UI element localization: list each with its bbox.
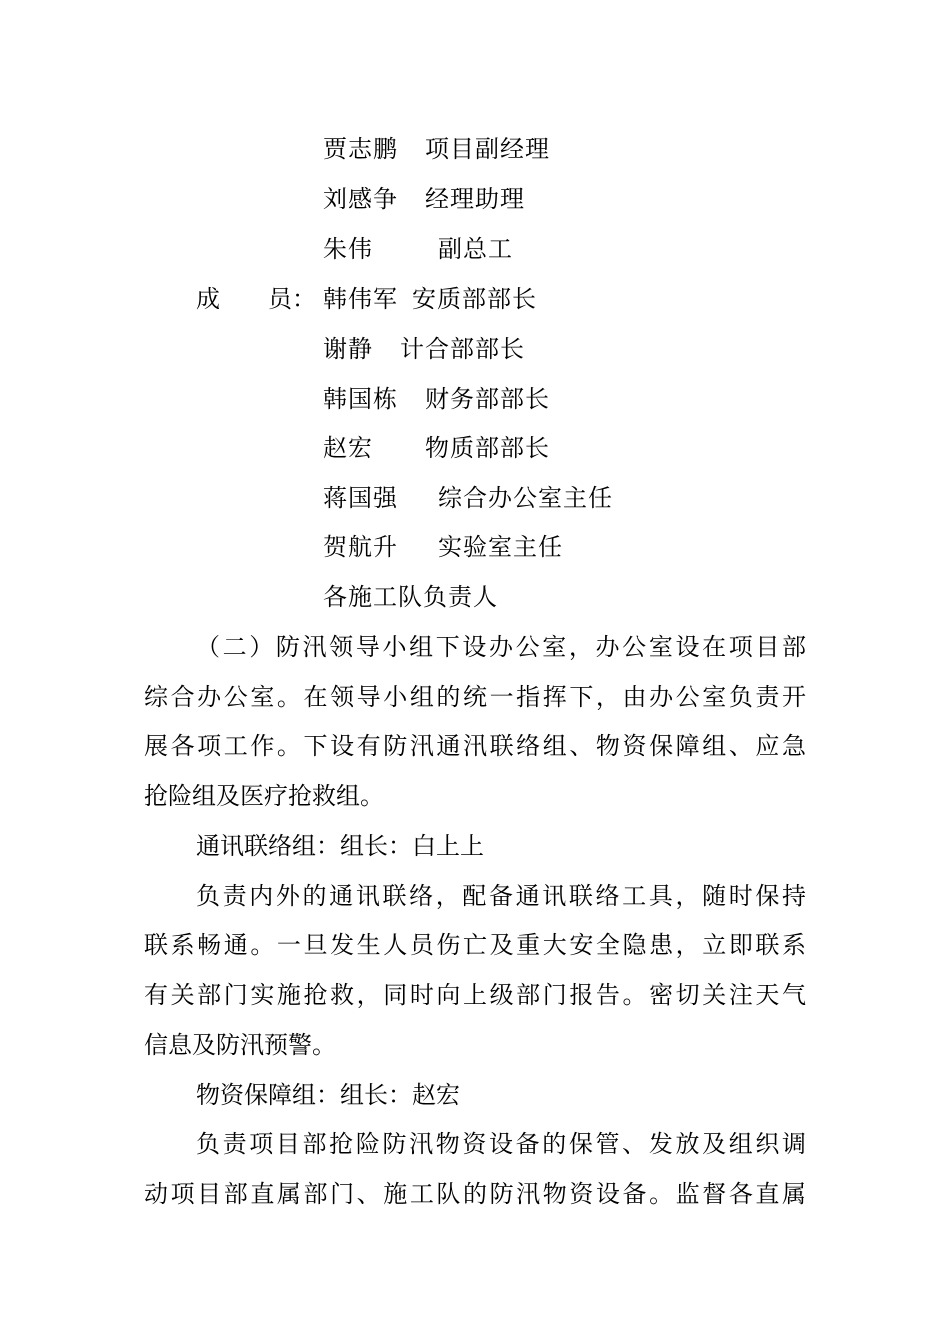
paragraph-office-line-4: 抢险组及医疗抢救组。: [144, 782, 384, 810]
paragraph-comm-line-1: 负责内外的通讯联络，配备通讯联络工具，随时保持: [196, 882, 806, 910]
member-title-4: 物质部部长: [425, 434, 550, 462]
roster-name-2: 刘感争: [323, 185, 398, 213]
paragraph-supply-line-2: 动项目部直属部门、施工队的防汛物资设备。监督各直属: [144, 1180, 806, 1208]
comm-group-heading: 通讯联络组：组长：白上上: [196, 832, 484, 860]
member-name-6: 贺航升: [323, 533, 398, 561]
member-name-5: 蒋国强: [323, 484, 398, 512]
paragraph-supply-line-1: 负责项目部抢险防汛物资设备的保管、发放及组织调: [196, 1130, 806, 1158]
member-title-2: 计合部部长: [400, 335, 525, 363]
roster-name-3: 朱伟: [323, 235, 373, 263]
paragraph-comm-line-2: 联系畅通。一旦发生人员伤亡及重大安全隐患，立即联系: [144, 931, 806, 959]
paragraph-comm-line-3: 有关部门实施抢救，同时向上级部门报告。密切关注天气: [144, 981, 806, 1009]
member-title-5: 综合办公室主任: [438, 484, 613, 512]
roster-title-3: 副总工: [438, 235, 513, 263]
paragraph-office-line-3: 展各项工作。下设有防汛通汛联络组、物资保障组、应急: [144, 732, 806, 760]
member-name-3: 韩国栋: [323, 385, 398, 413]
roster-title-2: 经理助理: [425, 185, 525, 213]
member-name-1: 韩伟军: [323, 285, 398, 313]
members-label: 成 员：: [196, 285, 316, 313]
paragraph-office-line-1: （二）防汛领导小组下设办公室，办公室设在项目部: [196, 633, 806, 661]
roster-title-1: 项目副经理: [425, 135, 550, 163]
roster-name-1: 贾志鹏: [323, 135, 398, 163]
member-title-1: 安质部部长: [412, 285, 537, 313]
member-title-6: 实验室主任: [438, 533, 563, 561]
member-name-2: 谢静: [323, 335, 373, 363]
member-title-3: 财务部部长: [425, 385, 550, 413]
members-tail: 各施工队负责人: [323, 583, 498, 611]
paragraph-office-line-2: 综合办公室。在领导小组的统一指挥下，由办公室负责开: [144, 683, 806, 711]
supply-group-heading: 物资保障组：组长：赵宏: [196, 1081, 460, 1109]
member-name-4: 赵宏: [323, 434, 373, 462]
paragraph-comm-line-4: 信息及防汛预警。: [144, 1031, 336, 1059]
